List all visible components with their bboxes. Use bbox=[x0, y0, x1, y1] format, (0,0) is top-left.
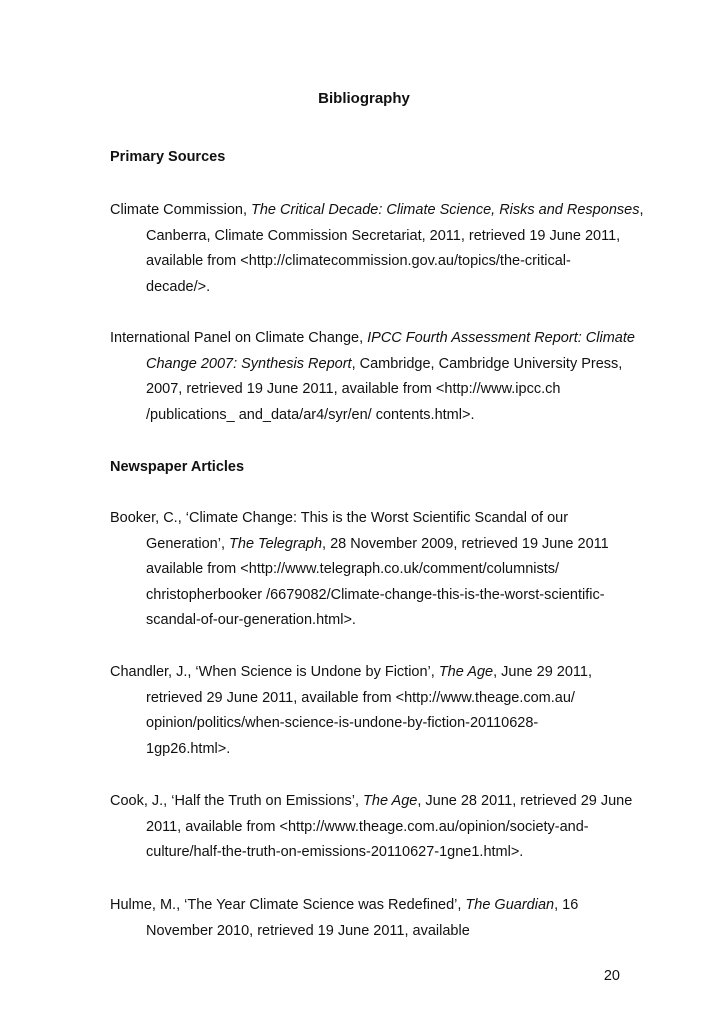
entry-ipcc bbox=[110, 326, 635, 428]
entry-line: 2007, retrieved 19 June 2011, available from <http://www.ipcc.ch bbox=[146, 381, 561, 397]
page-title: Bibliography bbox=[318, 90, 410, 107]
entry-line: available from <http://www.telegraph.co.uk/comment/columnists/ bbox=[146, 561, 560, 577]
entry-line: /publications_ and_data/ar4/syr/en/ contents.html>. bbox=[146, 406, 475, 423]
entry-line: 2011, available from <http://www.theage.com.au/opinion/society-and- bbox=[146, 818, 589, 835]
entry-line: International Panel on Climate Change, IPCC Fourth Assessment Report: Climate bbox=[110, 330, 635, 346]
entry-line: Generation’, The Telegraph, 28 November 2009, retrieved 19 June 2011 bbox=[146, 535, 609, 552]
entry-title: Change 2007: Synthesis Report bbox=[146, 355, 352, 372]
primary-sources-heading: Primary Sources bbox=[110, 149, 226, 165]
entry-chandler bbox=[110, 660, 630, 762]
entry-climate-commission bbox=[110, 198, 644, 300]
entry-line: Hulme, M., ‘The Year Climate Science was Redefined’, The Guardian, 16 bbox=[110, 897, 579, 913]
page-number: 20 bbox=[603, 968, 620, 984]
entry-line: Canberra, Climate Commission Secretariat, 2011, retrieved 19 June 2011, bbox=[146, 227, 621, 244]
entry-line: opinion/politics/when-science-is-undone-by-fiction-20110628- bbox=[146, 715, 539, 731]
entry-line: Change 2007: Synthesis Report, Cambridge, Cambridge University Press, bbox=[146, 355, 623, 372]
entry-title: The Critical Decade: Climate Science, Risks and Responses bbox=[251, 202, 640, 218]
entry-title: The Guardian bbox=[465, 897, 555, 913]
entry-title: IPCC Fourth Assessment Report: Climate bbox=[367, 330, 635, 346]
entry-line: decade/>. bbox=[146, 278, 211, 295]
entry-title: The Telegraph bbox=[229, 535, 323, 552]
entry-line: Booker, C., ‘Climate Change: This is the Worst Scientific Scandal of our bbox=[110, 510, 569, 526]
entry-line: christopherbooker /6679082/Climate-change-this-is-the-worst-scientific- bbox=[146, 586, 605, 603]
newspaper-articles-heading: Newspaper Articles bbox=[110, 459, 245, 475]
entry-title: The Age bbox=[363, 793, 418, 809]
entry-line: scandal-of-our-generation.html>. bbox=[146, 612, 356, 628]
entry-line: Climate Commission, The Critical Decade: Climate Science, Risks and Responses, bbox=[110, 202, 644, 218]
entry-title: The Age bbox=[438, 664, 494, 680]
entry-cook bbox=[110, 789, 633, 866]
entry-line: Chandler, J., ‘When Science is Undone by Fiction’, The Age, June 29 2011, bbox=[110, 664, 593, 680]
entry-line: November 2010, retrieved 19 June 2011, available bbox=[146, 922, 470, 939]
entry-line: retrieved 29 June 2011, available from <http://www.theage.com.au/ bbox=[146, 689, 575, 706]
entry-line: culture/half-the-truth-on-emissions-20110627-1gne1.html>. bbox=[146, 844, 524, 860]
entry-hulme bbox=[110, 893, 630, 944]
entry-booker bbox=[110, 506, 630, 634]
entry-line: 1gp26.html>. bbox=[146, 740, 231, 757]
entry-line: available from <http://climatecommission.gov.au/topics/the-critical- bbox=[146, 253, 571, 269]
entry-line: Cook, J., ‘Half the Truth on Emissions’, The Age, June 28 2011, retrieved 29 June bbox=[110, 793, 633, 809]
